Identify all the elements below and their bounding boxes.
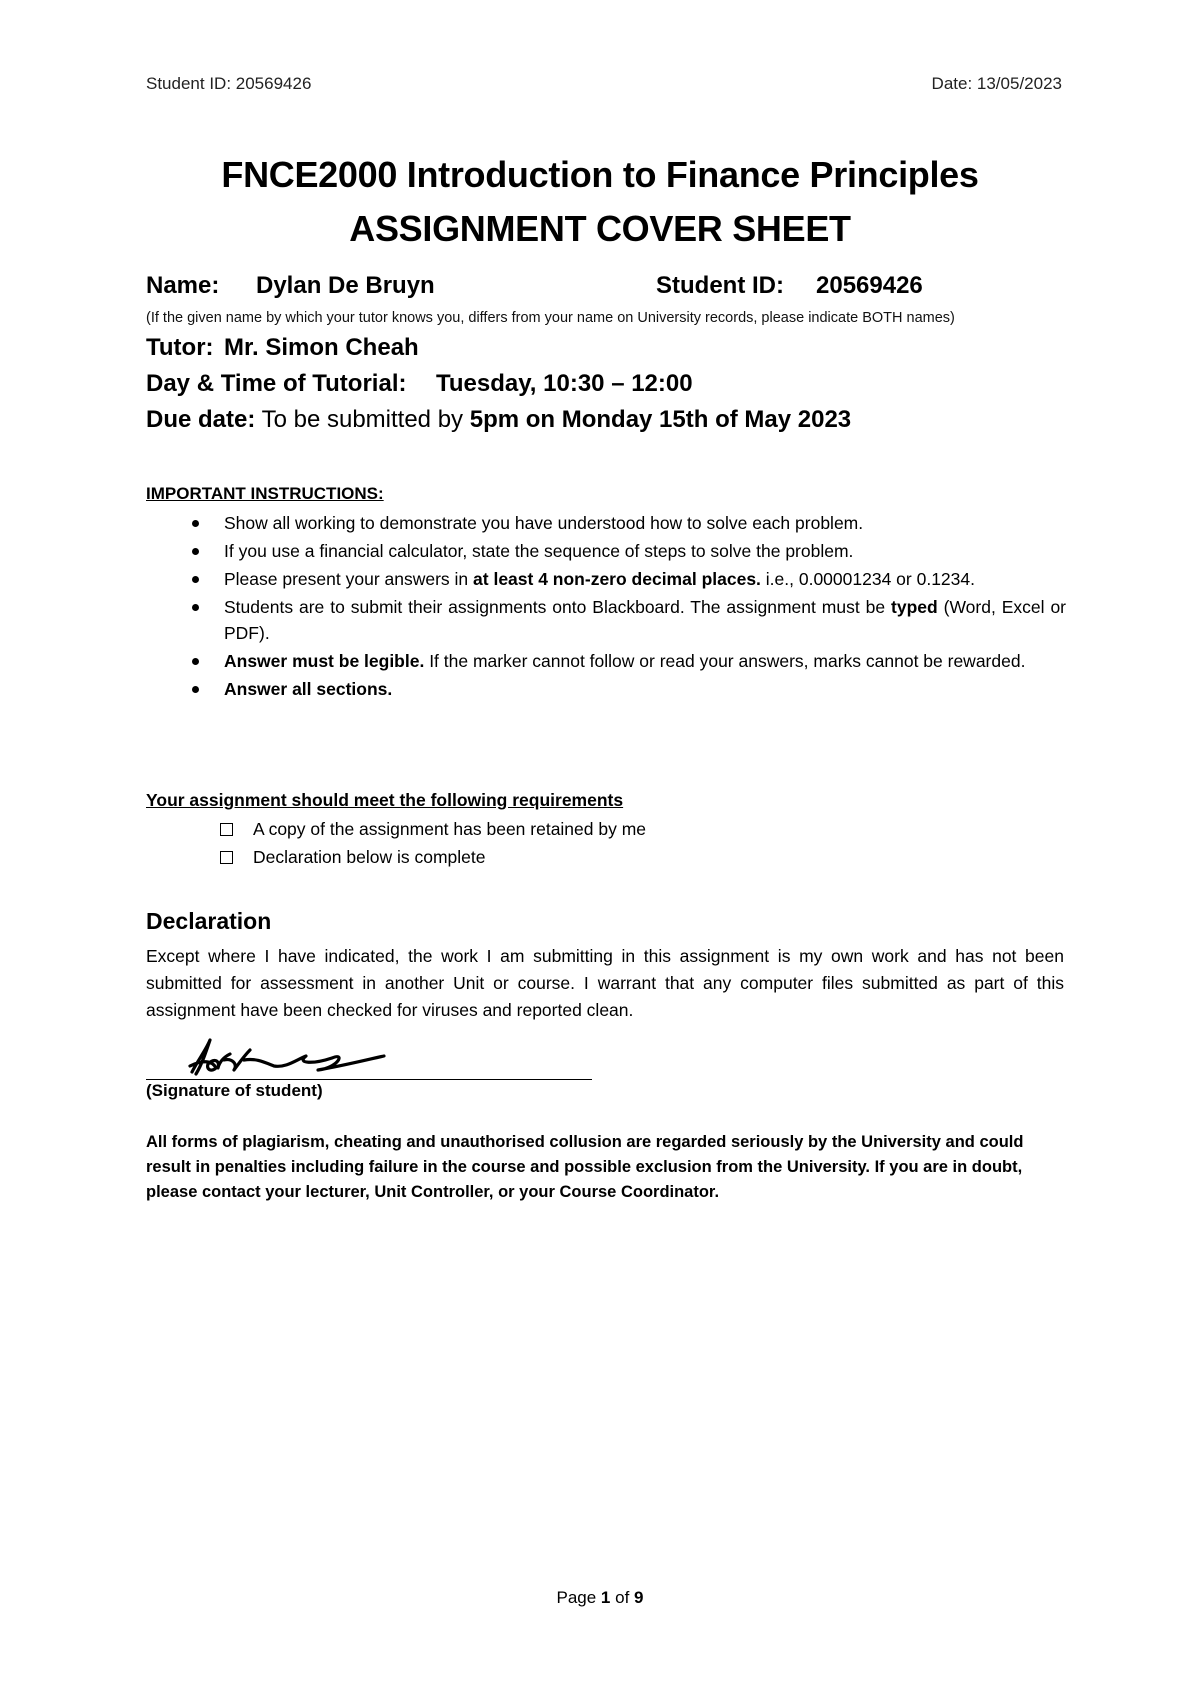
student-info [146, 272, 1066, 438]
student-id-label: Student ID: [656, 272, 784, 299]
requirement-item: Declaration below is complete [146, 843, 1066, 871]
requirement-item: A copy of the assignment has been retained by me [146, 815, 1066, 843]
bullet-icon [192, 686, 199, 693]
name-note: (If the given name by which your tutor knows you, differs from your name on University records, please indicate BOTH names) [146, 310, 955, 326]
bullet-icon [192, 576, 199, 583]
signature-caption: (Signature of student) [146, 1081, 323, 1100]
due-label: Due date: [146, 406, 256, 433]
list-item: Answer all sections. [146, 676, 1066, 702]
page-total: 9 [634, 1588, 644, 1607]
declaration-heading: Declaration [146, 908, 272, 934]
name-value: Dylan De Bruyn [256, 272, 435, 299]
bullet-icon [192, 604, 199, 611]
tutorial-label: Day & Time of Tutorial: [146, 370, 407, 397]
declaration-section [146, 908, 1064, 1024]
requirements-heading: Your assignment should meet the following requirements [146, 790, 624, 810]
tutor-value: Mr. Simon Cheah [224, 334, 419, 361]
running-header [146, 74, 1062, 94]
declaration-text: Except where I have indicated, the work I am submitting in this assignment is my own work and has not been submitted for assessment in another Unit or course. I warrant that any computer files submitted as part of this assignment have been checked for viruses and reported clean. [146, 946, 1064, 1020]
due-prefix: To be submitted by [261, 406, 464, 433]
bullet-icon [192, 658, 199, 665]
checkbox-icon[interactable] [220, 823, 233, 836]
list-item: If you use a financial calculator, state the sequence of steps to solve the problem. [146, 538, 1066, 564]
tutor-row [146, 330, 1066, 366]
tutor-label: Tutor: [146, 334, 214, 361]
list-item: Answer must be legible. If the marker cannot follow or read your answers, marks cannot be rewarded. [146, 648, 1066, 674]
header-student-id: Student ID: 20569426 [146, 74, 312, 93]
name-label: Name: [146, 272, 220, 299]
signature-area [146, 1030, 596, 1080]
title-block [0, 148, 1200, 256]
header-date: Date: 13/05/2023 [931, 74, 1062, 93]
bullet-icon [192, 520, 199, 527]
list-item: Show all working to demonstrate you have understood how to solve each problem. [146, 510, 1066, 536]
list-item: Students are to submit their assignments onto Blackboard. The assignment must be typed (Word, Excel or PDF). [146, 594, 1066, 646]
due-value: 5pm on Monday 15th of May 2023 [469, 406, 852, 433]
due-date-row [146, 402, 1066, 438]
student-id-value: 20569426 [816, 272, 923, 299]
page-footer [0, 1588, 1200, 1608]
course-title: FNCE2000 Introduction to Finance Principles [221, 154, 979, 195]
signature-line [146, 1079, 592, 1080]
page-current: 1 [600, 1588, 611, 1607]
page-of: of [615, 1588, 630, 1607]
name-row [146, 272, 1066, 304]
requirements-section [146, 790, 1066, 871]
instructions-heading: IMPORTANT INSTRUCTIONS: [146, 484, 384, 503]
signature-image [146, 1030, 596, 1080]
checkbox-icon[interactable] [220, 851, 233, 864]
page-prefix: Page [556, 1588, 597, 1607]
bullet-icon [192, 548, 199, 555]
plagiarism-warning: All forms of plagiarism, cheating and unauthorised collusion are regarded seriously by the University and could result in penalties including failure in the course and possible exclusion from the University. If you are in doubt, please contact your lecturer, Unit Controller, or your Course Coordinator. [146, 1133, 1024, 1201]
tutorial-value: Tuesday, 10:30 – 12:00 [436, 370, 693, 397]
tutorial-row [146, 366, 1066, 402]
instructions-section [146, 484, 1066, 704]
list-item: Please present your answers in at least 4 non-zero decimal places. i.e., 0.00001234 or 0.1234. [146, 566, 1066, 592]
instructions-list [146, 510, 1066, 702]
sheet-title: ASSIGNMENT COVER SHEET [349, 208, 851, 249]
